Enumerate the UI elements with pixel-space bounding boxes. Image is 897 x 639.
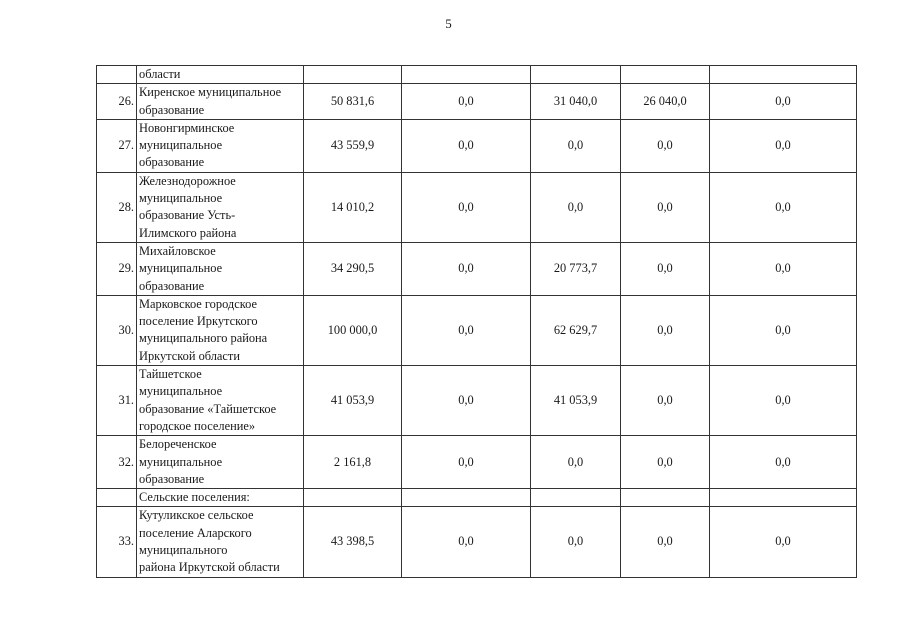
value-cell: 50 831,6: [304, 84, 402, 120]
value-cell: [621, 66, 710, 84]
value-cell: 0,0: [402, 84, 531, 120]
name-line: Железнодорожное: [139, 173, 236, 188]
name-line: Марковское городское: [139, 296, 257, 311]
name-line: муниципальное: [139, 384, 223, 399]
value-cell: 14 010,2: [304, 172, 402, 242]
value-cell: 26 040,0: [621, 84, 710, 120]
name-line: муниципального: [139, 543, 228, 558]
value-cell: [304, 489, 402, 507]
table-row: [97, 242, 857, 295]
name-line: образование: [139, 278, 205, 293]
value-cell: 0,0: [531, 436, 621, 489]
value-cell: 0,0: [621, 507, 710, 577]
value-cell: 0,0: [710, 242, 857, 295]
municipality-name: [137, 436, 304, 489]
value-cell: 62 629,7: [531, 295, 621, 365]
value-cell: 100 000,0: [304, 295, 402, 365]
value-cell: 20 773,7: [531, 242, 621, 295]
municipality-name: [137, 507, 304, 577]
row-number: [97, 66, 137, 84]
value-cell: [710, 66, 857, 84]
municipality-name: [137, 84, 304, 120]
name-line: Кутуликское сельское: [139, 508, 254, 523]
value-cell: 0,0: [402, 366, 531, 436]
table-row: [97, 366, 857, 436]
value-cell: 0,0: [621, 172, 710, 242]
name-line: поселение Иркутского: [139, 314, 258, 329]
name-line: муниципальное: [139, 138, 223, 153]
name-line: Новонгирминское: [139, 120, 235, 135]
value-cell: 34 290,5: [304, 242, 402, 295]
name-line: Михайловское: [139, 243, 216, 258]
value-cell: [531, 489, 621, 507]
value-cell: [710, 489, 857, 507]
name-line: муниципальное: [139, 261, 223, 276]
name-line: Иркутской области: [139, 348, 240, 363]
row-number: 33.: [97, 507, 137, 577]
name-line: образование «Тайшетское: [139, 401, 277, 416]
row-number: 30.: [97, 295, 137, 365]
value-cell: 43 559,9: [304, 119, 402, 172]
value-cell: 0,0: [402, 295, 531, 365]
value-cell: 41 053,9: [531, 366, 621, 436]
value-cell: 0,0: [621, 436, 710, 489]
name-line: Сельские поселения:: [139, 490, 250, 505]
value-cell: 0,0: [531, 172, 621, 242]
section-row: [97, 489, 857, 507]
name-line: муниципальное: [139, 191, 223, 206]
value-cell: [402, 489, 531, 507]
name-line: муниципальное: [139, 454, 223, 469]
value-cell: 41 053,9: [304, 366, 402, 436]
budget-table: [96, 65, 857, 578]
table-row: [97, 119, 857, 172]
name-line: образование: [139, 102, 205, 117]
table-row: [97, 436, 857, 489]
value-cell: 0,0: [621, 242, 710, 295]
value-cell: 31 040,0: [531, 84, 621, 120]
name-line: района Иркутской области: [139, 560, 280, 575]
row-number: 32.: [97, 436, 137, 489]
name-line: городское поселение»: [139, 418, 256, 433]
value-cell: 0,0: [402, 242, 531, 295]
name-line: муниципального района: [139, 331, 268, 346]
value-cell: 2 161,8: [304, 436, 402, 489]
table-row: [97, 172, 857, 242]
value-cell: 0,0: [621, 295, 710, 365]
value-cell: [531, 66, 621, 84]
name-line: Белореченское: [139, 437, 217, 452]
name-line: образование Усть-: [139, 208, 236, 223]
row-number: 26.: [97, 84, 137, 120]
value-cell: 0,0: [710, 172, 857, 242]
name-line: образование: [139, 155, 205, 170]
municipality-name: [137, 295, 304, 365]
row-number: 29.: [97, 242, 137, 295]
value-cell: 0,0: [402, 172, 531, 242]
value-cell: 0,0: [402, 507, 531, 577]
name-line: области: [139, 67, 181, 81]
value-cell: 0,0: [710, 84, 857, 120]
value-cell: 0,0: [710, 507, 857, 577]
value-cell: [402, 66, 531, 84]
value-cell: 0,0: [710, 436, 857, 489]
value-cell: 0,0: [710, 295, 857, 365]
value-cell: 0,0: [710, 366, 857, 436]
name-line: образование: [139, 471, 205, 486]
value-cell: 0,0: [402, 436, 531, 489]
table-row: [97, 66, 857, 84]
value-cell: 43 398,5: [304, 507, 402, 577]
value-cell: 0,0: [402, 119, 531, 172]
table-row: [97, 295, 857, 365]
table-row: [97, 84, 857, 120]
row-number: 27.: [97, 119, 137, 172]
table-body: [97, 66, 857, 578]
municipality-name: [137, 366, 304, 436]
table-row: [97, 507, 857, 577]
row-number: [97, 489, 137, 507]
municipality-name: [137, 242, 304, 295]
municipality-name: [137, 172, 304, 242]
row-number: 28.: [97, 172, 137, 242]
name-line: Киренское муниципальное: [139, 85, 282, 100]
value-cell: 0,0: [621, 119, 710, 172]
name-line: Илимского района: [139, 225, 237, 240]
municipality-name: [137, 119, 304, 172]
value-cell: 0,0: [621, 366, 710, 436]
value-cell: [304, 66, 402, 84]
row-number: 31.: [97, 366, 137, 436]
value-cell: 0,0: [710, 119, 857, 172]
name-line: поселение Аларского: [139, 525, 252, 540]
value-cell: 0,0: [531, 507, 621, 577]
municipality-name: [137, 66, 304, 84]
page-number: 5: [445, 16, 452, 31]
municipality-name: [137, 489, 304, 507]
value-cell: 0,0: [531, 119, 621, 172]
value-cell: [621, 489, 710, 507]
name-line: Тайшетское: [139, 367, 202, 382]
